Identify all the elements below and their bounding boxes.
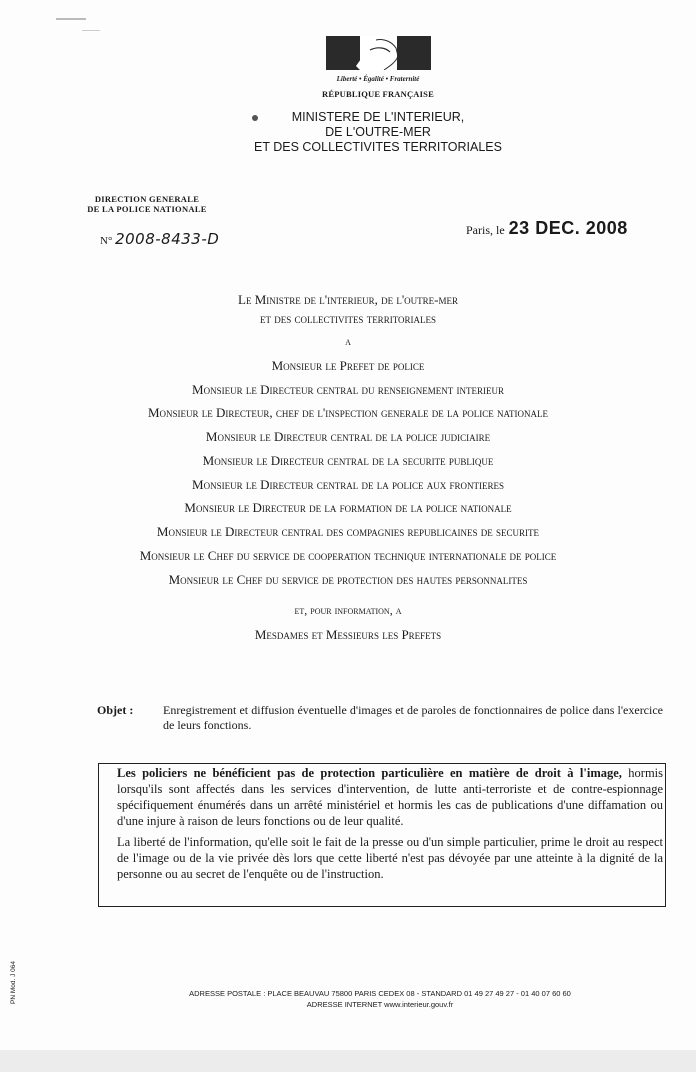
prefects-line: Mesdames et Messieurs les Prefets (254, 627, 442, 642)
recipient: Monsieur le Directeur central de la police aux frontieres (192, 477, 504, 492)
ministry-title: MINISTERE DE L'INTERIEUR, DE L'OUTRE-MER ET DES COLLECTIVITES TERRITORIALES (254, 110, 502, 154)
summary-text (117, 765, 663, 887)
direction-title: DIRECTION GENERALE DE LA POLICE NATIONALE (87, 194, 207, 214)
recipient: Monsieur le Directeur central de la securite publique (202, 453, 494, 468)
handwritten-reference: 2008-8433-D (115, 230, 220, 248)
scan-edge (0, 1050, 696, 1072)
recipient: Monsieur le Chef du service de protection des hautes personnalites (168, 572, 528, 587)
republic-motto: Liberté • Égalité • Fraternité (336, 75, 420, 83)
objet-text: Enregistrement et diffusion éventuelle d'images et de paroles de fonctionnaires de police dans l'exercice de leurs fonctions. (163, 703, 663, 732)
recipient: Monsieur le Directeur de la formation de la police nationale (184, 500, 512, 515)
date-stamp: 23 DEC. 2008 (508, 218, 628, 238)
sender-line-2: et des collectivites territoriales (259, 311, 437, 326)
scan-mark (56, 18, 86, 20)
summary-paragraph-2: La liberté de l'information, qu'elle soit le fait de la presse ou d'un simple particulier, prime le droit au respect de l'image ou de la vie privée dès lors que cette liberté n'est pas dévoyée par une atteinte à la dignité de la personne ou au secret de l'enquête ou de l'instruction. (117, 835, 663, 881)
footer-address: ADRESSE POSTALE : PLACE BEAUVAU 75800 PARIS CEDEX 08 - STANDARD 01 49 27 49 27 - 01 40 07 60 60 ADRESSE INTERNET www.interieur.gouv.fr (189, 989, 571, 1009)
marianne-logo (326, 36, 431, 70)
recipient: Monsieur le Directeur central de la police judiciaire (205, 429, 491, 444)
recipient: Monsieur le Prefet de police (271, 358, 425, 373)
form-code: PN Mod. J 064 (10, 961, 17, 1004)
summary-paragraph-1: Les policiers ne bénéficient pas de protection particulière en matière de droit à l'image, hormis lorsqu'ils sont affectés dans les services d'intervention, de lutte anti-terroriste et de contre-espionnage spécifiquement énumérés dans un arrêté ministériel et hormis les cas de publications d'une diffamation ou d'une injure à raison de leurs fonctions ou de leur qualité. (117, 766, 664, 828)
republic-name: RÉPUBLIQUE FRANÇAISE (322, 89, 434, 99)
recipient: Monsieur le Directeur central des compagnies republicaines de securite (156, 524, 540, 539)
objet-label: Objet : (97, 703, 134, 717)
scan-mark (82, 30, 100, 31)
for-information-line: et, pour information, a (294, 603, 402, 617)
marianne-profile-icon (326, 36, 431, 70)
sender-to: a (345, 336, 351, 348)
reference-number: N° 2008-8433-D (100, 230, 220, 248)
recipient: Monsieur le Directeur central du renseignement interieur (192, 382, 504, 397)
date-line: Paris, le 23 DEC. 2008 (466, 218, 628, 238)
recipient: Monsieur le Chef du service de cooperation technique internationale de police (139, 548, 557, 563)
recipient: Monsieur le Directeur, chef de l'inspection generale de la police nationale (147, 405, 548, 420)
sender-line-1: Le Ministre de l'interieur, de l'outre-mer (238, 292, 458, 307)
